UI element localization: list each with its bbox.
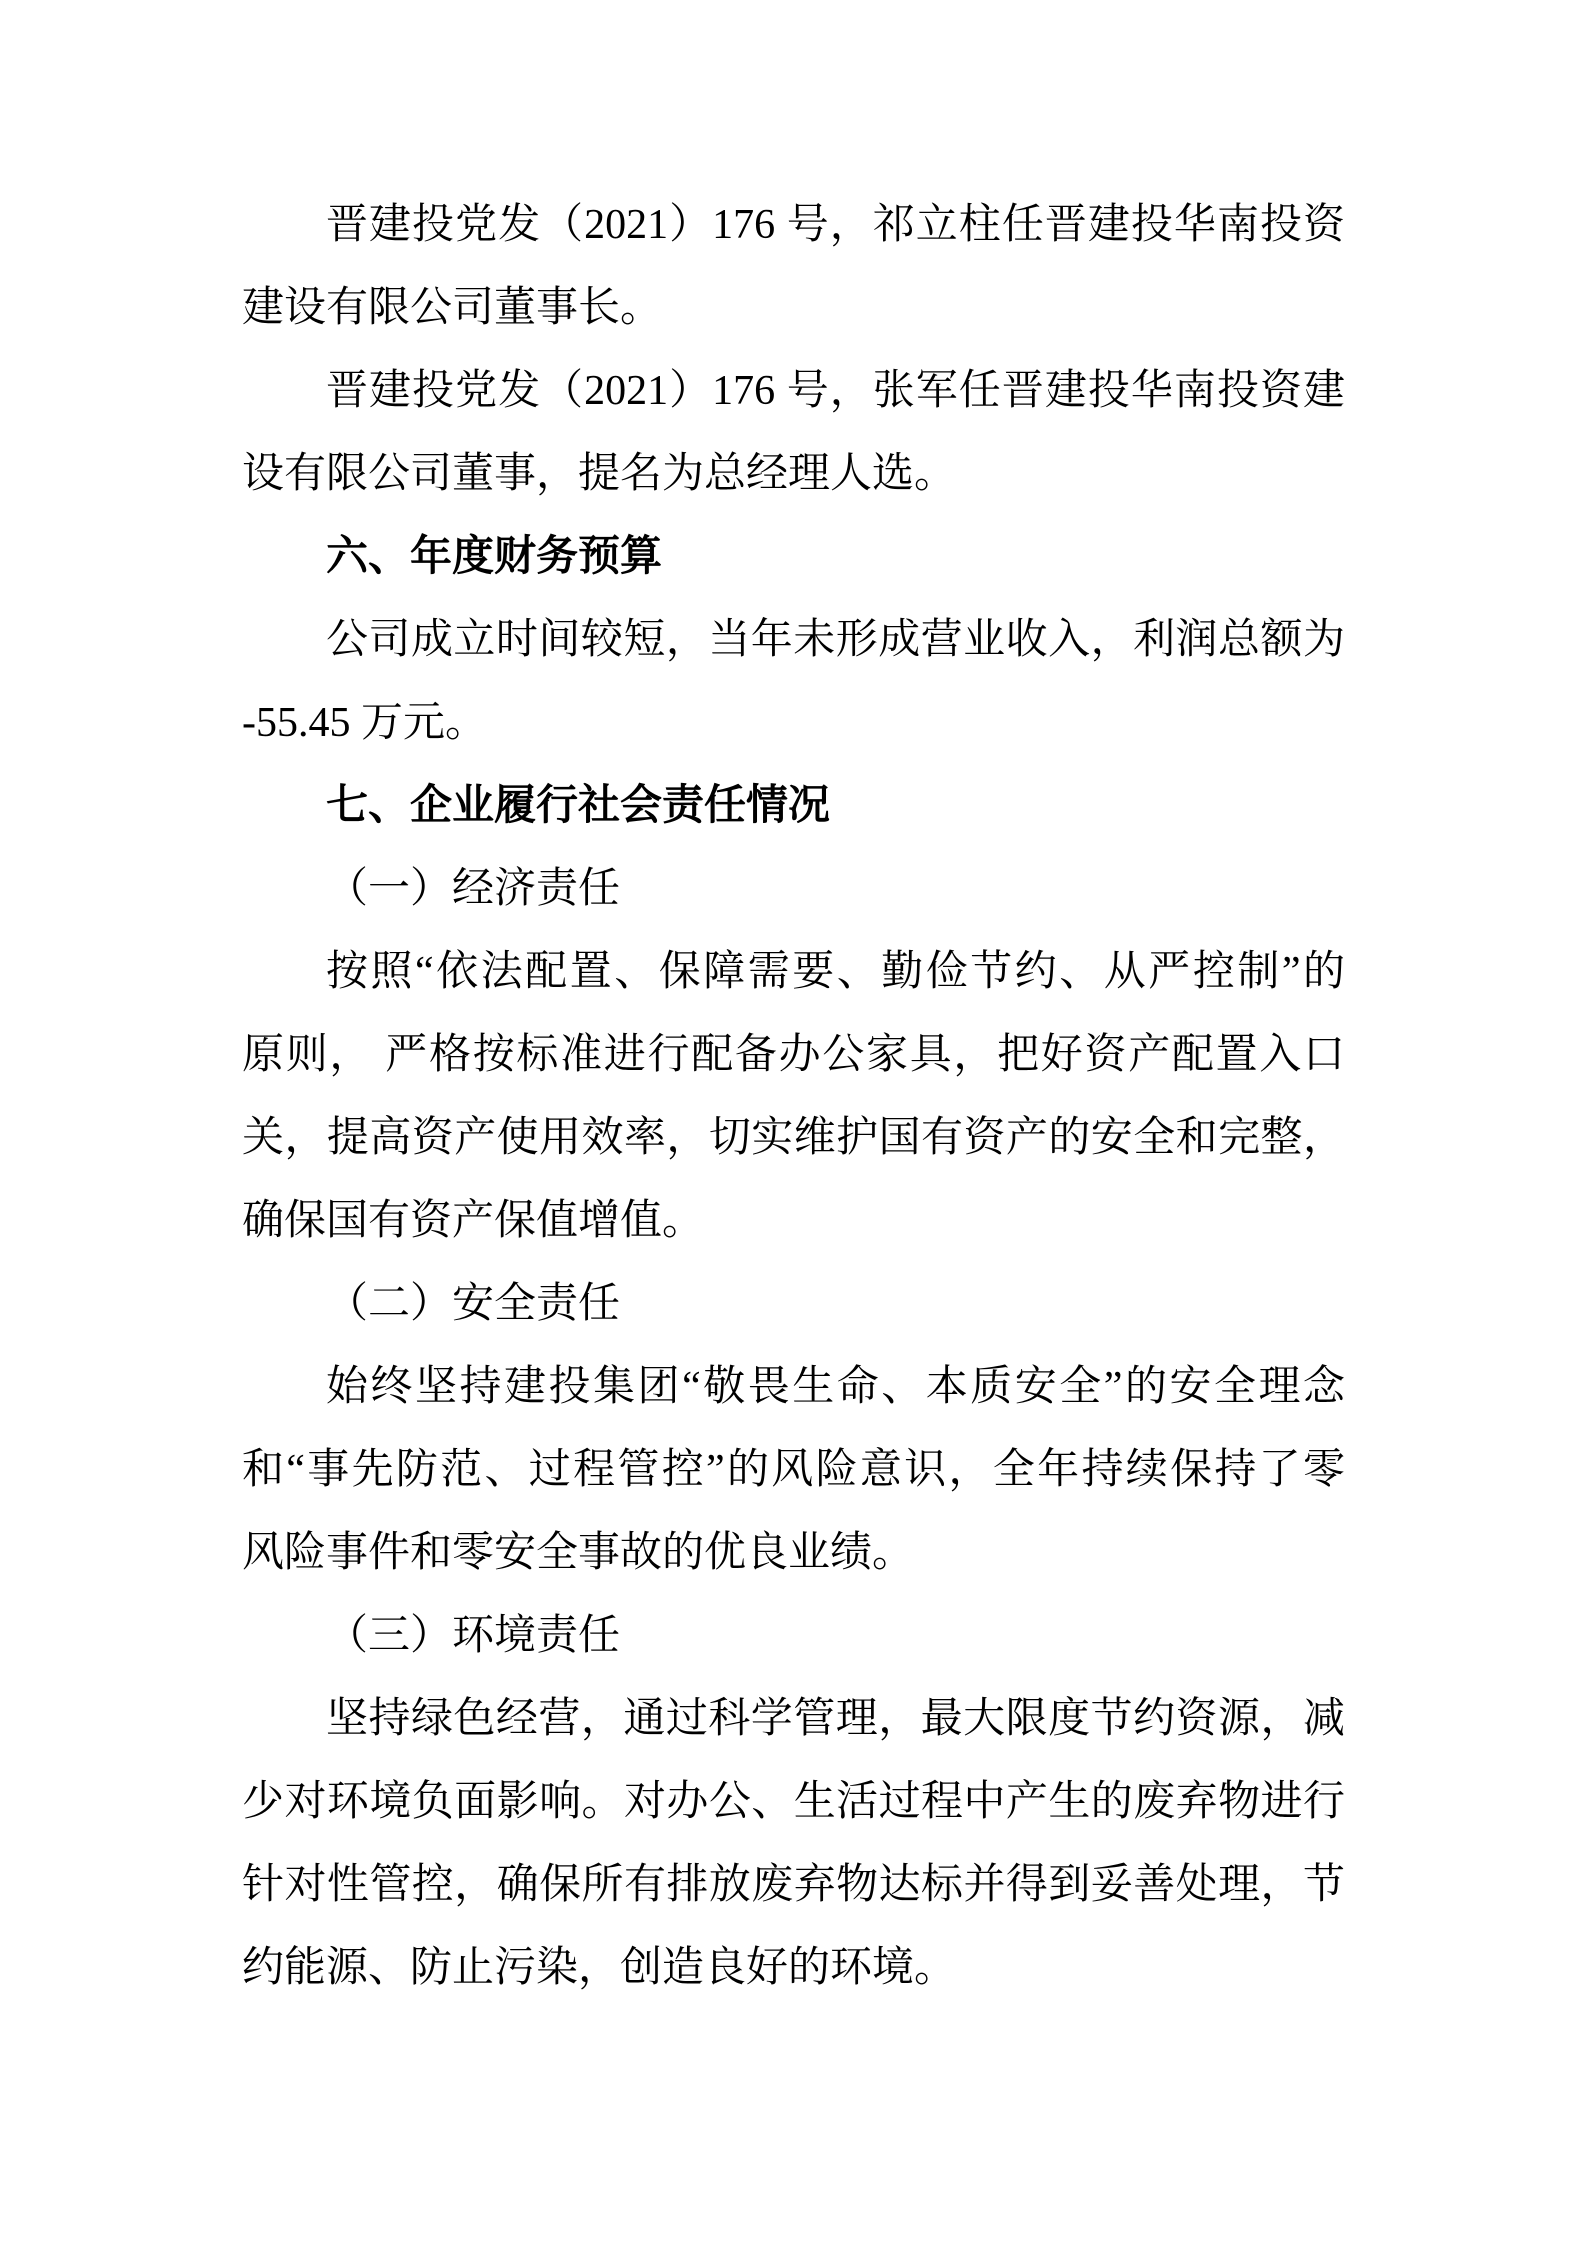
- subheading-environmental-responsibility: [242, 1595, 1345, 1678]
- text-line: 原则， 严格按标准进行配备办公家具，把好资产配置入口: [242, 1032, 1345, 1078]
- paragraph-appointment-zhang: [242, 350, 1345, 516]
- subheading-economic-responsibility: [242, 848, 1345, 931]
- text-line: 确保国有资产保值增值。: [242, 1198, 705, 1244]
- text-line: 约能源、防止污染，创造良好的环境。: [242, 1945, 957, 1991]
- paragraph-appointment-qi: [242, 184, 1345, 350]
- subheading-text: （二）安全责任: [326, 1281, 621, 1327]
- paragraph-budget: [242, 599, 1345, 765]
- text-line: 坚持绿色经营，通过科学管理，最大限度节约资源，减: [326, 1696, 1345, 1742]
- text-line: 针对性管控，确保所有排放废弃物达标并得到妥善处理，节: [242, 1862, 1345, 1908]
- paragraph-environment: [242, 1678, 1345, 2010]
- text-line: 设有限公司董事，提名为总经理人选。: [242, 451, 957, 497]
- heading-annual-budget: [242, 516, 1345, 599]
- text-line: 少对环境负面影响。对办公、生活过程中产生的废弃物进行: [242, 1779, 1345, 1825]
- text-line: 按照“依法配置、保障需要、勤俭节约、从严控制”的: [326, 949, 1345, 995]
- text-line: 关，提高资产使用效率，切实维护国有资产的安全和完整，: [242, 1115, 1345, 1161]
- text-line: 晋建投党发（2021）176 号，张军任晋建投华南投资建: [326, 368, 1345, 414]
- heading-social-responsibility: [242, 765, 1345, 848]
- paragraph-economic: [242, 931, 1345, 1263]
- subheading-text: （一）经济责任: [326, 866, 621, 912]
- subheading-safety-responsibility: [242, 1263, 1345, 1346]
- text-line: 始终坚持建投集团“敬畏生命、本质安全”的安全理念: [326, 1364, 1345, 1410]
- text-line: 公司成立时间较短，当年未形成营业收入，利润总额为: [326, 617, 1345, 663]
- text-line: -55.45 万元。: [242, 700, 487, 746]
- text-line: 和“事先防范、过程管控”的风险意识，全年持续保持了零: [242, 1447, 1345, 1493]
- heading-text: 六、年度财务预算: [326, 534, 663, 580]
- subheading-text: （三）环境责任: [326, 1613, 621, 1659]
- paragraph-safety: [242, 1346, 1345, 1595]
- text-line: 建设有限公司董事长。: [242, 285, 663, 331]
- heading-text: 七、企业履行社会责任情况: [326, 783, 831, 829]
- text-line: 风险事件和零安全事故的优良业绩。: [242, 1530, 915, 1576]
- text-line: 晋建投党发（2021）176 号，祁立柱任晋建投华南投资: [326, 202, 1345, 248]
